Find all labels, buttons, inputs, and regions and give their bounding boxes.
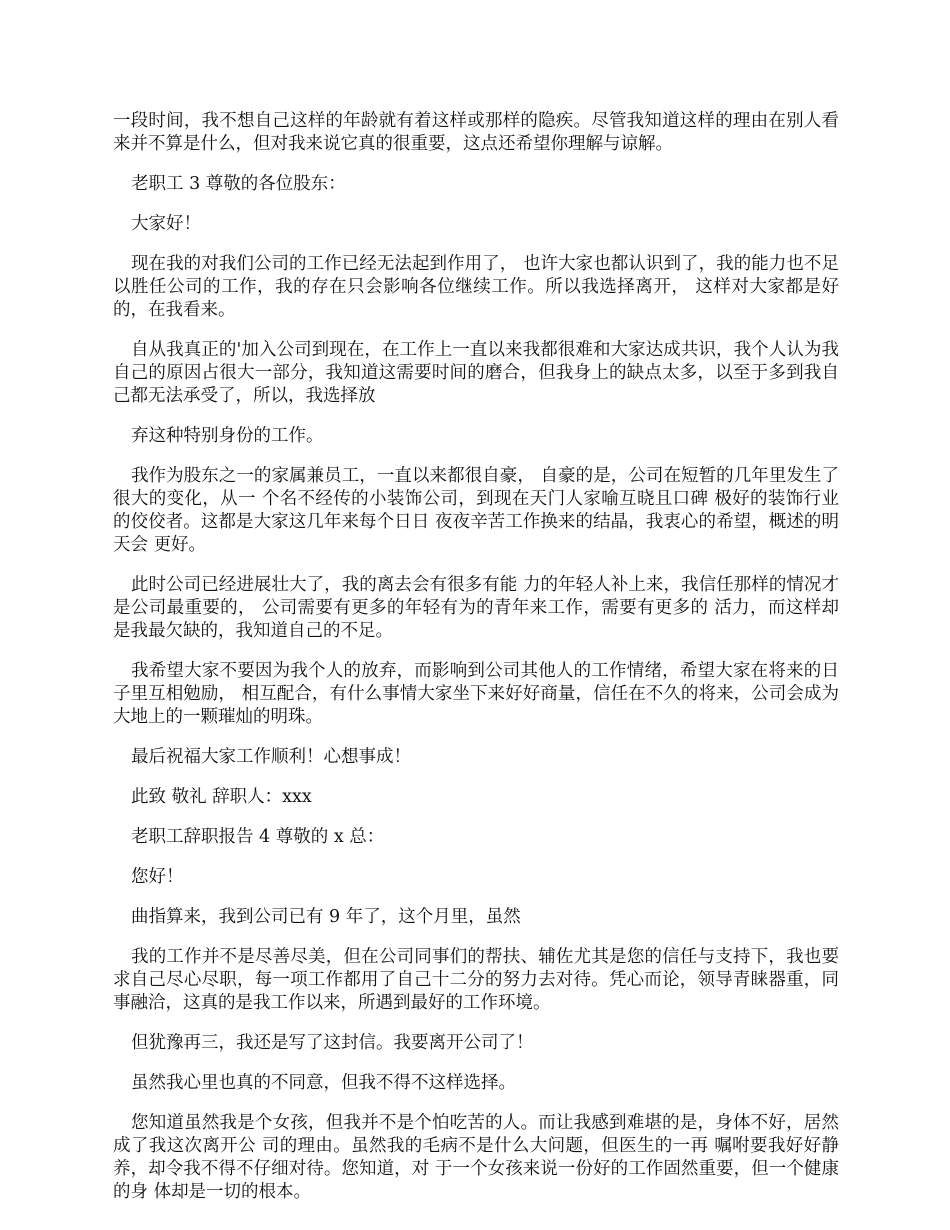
paragraph-9: 我希望大家不要因为我个人的放弃，而影响到公司其他人的工作情绪，希望大家在将来的日子里互相勉励， 相互配合，有什么事情大家坐下来好好商量，信任在不久的将来，公司会成为大地上的一颗璀灿的明珠。 [113,661,839,727]
paragraph-1: 一段时间，我不想自己这样的年龄就有着这样或那样的隐疾。尽管我知道这样的理由在别人看来并不算是什么，但对我来说它真的很重要，这点还希望你理解与谅解。 [113,111,839,154]
paragraph-8: 此时公司已经进展壮大了，我的离去会有很多有能 力的年轻人补上来，我信任那样的情况才是公司最重要的， 公司需要有更多的年轻有为的青年来工作，需要有更多的 活力，而这样却是我最欠缺的，我知道自己的不足。 [113,575,839,641]
paragraph-3: 大家好！ [131,214,201,234]
paragraph-17: 虽然我心里也真的不同意，但我不得不这样选择。 [131,1073,516,1093]
paragraph-16: 但犹豫再三，我还是写了这封信。我要离开公司了！ [131,1033,534,1053]
paragraph-4: 现在我的对我们公司的工作已经无法起到作用了， 也许大家也都认识到了，我的能力也不足以胜任公司的工作，我的存在只会影响各位继续工作。所以我选择离开， 这样对大家都是好的，在我看来。 [113,254,839,320]
paragraph-18: 您知道虽然我是个女孩，但我并不是个怕吃苦的人。而让我感到难堪的是，身体不好，居然成了我这次离开公 司的理由。虽然我的毛病不是什么大问题，但医生的一再 嘱咐要我好好静养，却令我不得不仔细对待。您知道，对 于一个女孩来说一份好的工作固然重要，但一个健康的身 体却是一切的根本。 [113,1113,839,1202]
paragraph-2: 老职工 3 尊敬的各位股东： [131,174,346,194]
paragraph-5: 自从我真正的'加入公司到现在，在工作上一直以来我都很难和大家达成共识，我个人认为我自己的原因占很大一部分，我知道这需要时间的磨合，但我身上的缺点太多，以至于多到我自己都无法承受了，所以，我选择放 [113,340,839,406]
paragraph-12: 老职工辞职报告 4 尊敬的 x 总： [131,827,385,847]
paragraph-7: 我作为股东之一的家属兼员工，一直以来都很自豪， 自豪的是，公司在短暂的几年里发生了很大的变化，从一 个名不经传的小装饰公司，到现在天门人家喻互晓且口碑 极好的装饰行业的佼佼者。这都是大家这几年来每个日日 夜夜辛苦工作换来的结晶，我衷心的希望，概述的明天会 更好。 [113,466,839,555]
paragraph-13: 您好！ [131,867,184,887]
paragraph-15: 我的工作并不是尽善尽美，但在公司同事们的帮扶、辅佐尤其是您的信任与支持下，我也要求自己尽心尽职，每一项工作都用了自己十二分的努力去对待。凭心而论，领导青睐器重，同事融洽，这真的是我工作以来，所遇到最好的工作环境。 [113,947,839,1013]
paragraph-11: 此致 敬礼 辞职人：xxx [131,787,312,807]
paragraph-6: 弃这种特别身份的工作。 [131,426,324,446]
paragraph-10: 最后祝福大家工作顺利！心想事成！ [131,747,411,767]
document-page [113,110,839,1221]
paragraph-14: 曲指算来，我到公司已有 9 年了，这个月里，虽然 [131,907,521,927]
